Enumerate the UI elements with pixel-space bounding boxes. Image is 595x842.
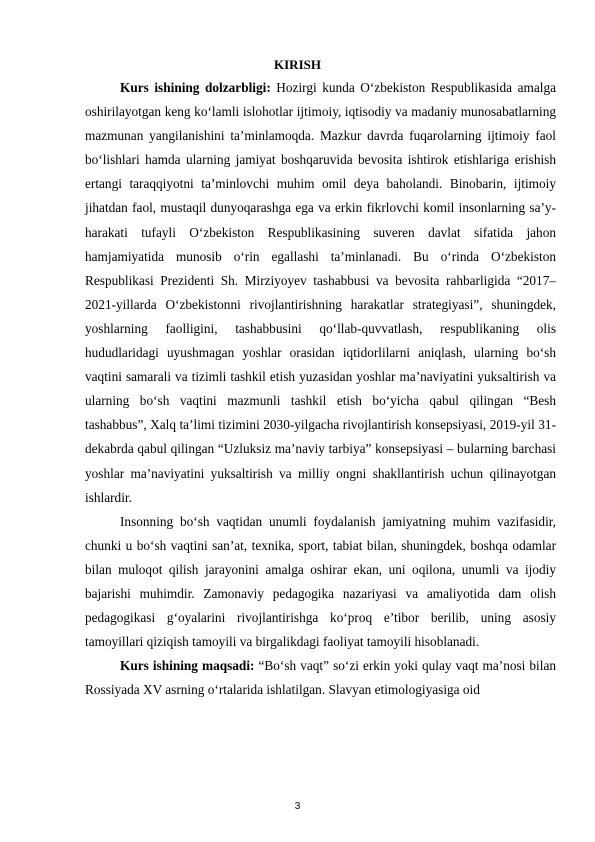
- paragraph-lead: Kurs ishining dolzarbligi:: [120, 80, 271, 95]
- paragraph-goal: [85, 654, 556, 702]
- paragraph-relevance: [85, 76, 556, 510]
- paragraph-body: Hozirgi kunda O‘zbekiston Respublikasida amalga oshirilayotgan keng ko‘lamli islohotlar ijtimoiy, iqtisodiy va madaniy munosabatlarning mazmunan yangilanishini ta’minlamoqda. Mazkur davrda fuqarolarning ijtimoiy faol bo‘lishlari hamda ularning jamiyat boshqaruvida bevosita ishtirok etishlariga erishish ertangi taraqqiyotni ta’minlovchi muhim omil deya baholandi. Binobarin, ijtimoiy jihatdan faol, mustaqil dunyoqarashga ega va erkin fikrlovchi komil insonlarning sa’y-harakati tufayli O‘zbekiston Respublikasining suveren davlat sifatida jahon hamjamiyatida munosib o‘rin egallashi ta’minlanadi. Bu o‘rinda O‘zbekiston Respublikasi Prezidenti Sh. Mirziyoyev tashabbusi va bevosita rahbarligida “2017–2021-yillarda O‘zbekistonni rivojlantirishning harakatlar strategiyasi”, shuningdek, yoshlarning faolligini, tashabbusini qo‘llab-quvvatlash, respublikaning olis hududlaridagi uyushmagan yoshlar orasidan iqtidorlilarni aniqlash, ularning bo‘sh vaqtini samarali va tizimli tashkil etish yuzasidan yoshlar ma’naviyatini yuksaltirish va ularning bo‘sh vaqtini mazmunli tashkil etish bo‘yicha qabul qilingan “Besh tashabbus”, Xalq ta’limi tizimini 2030-yilgacha rivojlantirish konsepsiyasi, 2019-yil 31-dekabrda qabul qilingan “Uzluksiz ma’naviy tarbiya” konsepsiyasi – bularning barchasi yoshlar ma’naviyatini yuksaltirish va milliy ongni shakllantirish uchun qilinayotgan ishlardir.: [85, 80, 556, 505]
- paragraph-lead: Kurs ishining maqsadi:: [120, 658, 255, 674]
- body-text: [85, 76, 556, 702]
- section-heading: KIRISH: [274, 57, 321, 72]
- paragraph-leisure: [85, 510, 556, 655]
- paragraph-body: “Bo‘sh vaqt” so‘zi erkin yoki qulay vaqt ma’nosi bilan Rossiyada XV asrning o‘rtalarida ishlatilgan. Slavyan etimologiyasiga oid: [85, 658, 557, 698]
- page-number: 3: [294, 801, 301, 812]
- paragraph-body: Insonning bo‘sh vaqtidan unumli foydalanish jamiyatning muhim vazifasidir, chunki u bo‘sh vaqtini san’at, texnika, sport, tabiat bilan, shuningdek, boshqa odamlar bilan muloqot qilish jarayonini amalga oshirar ekan, uni oqilona, unumli va ijodiy bajarishi muhimdir. Zamonaviy pedagogika nazariyasi va amaliyotida dam olish pedagogikasi g‘oyalarini rivojlantirishga ko‘proq e’tibor berilib, uning asosiy tamoyillari qiziqish tamoyili va birgalikdagi faoliyat tamoyili hisoblanadi.: [85, 513, 556, 650]
